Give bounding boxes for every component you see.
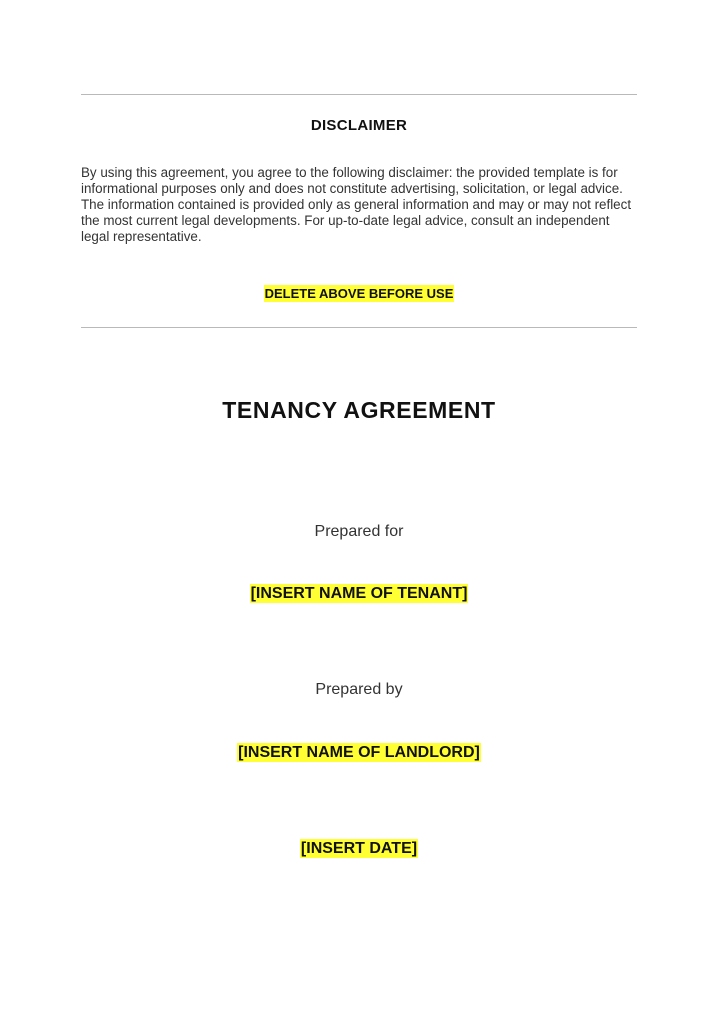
prepared-by-label: Prepared by [315, 681, 403, 698]
delete-note: DELETE ABOVE BEFORE USE [264, 286, 454, 301]
prepared-for-label: Prepared for [314, 523, 404, 540]
bottom-divider [81, 327, 637, 328]
delete-note-line [0, 286, 718, 301]
date-line [0, 840, 718, 858]
tenant-name-placeholder: [INSERT NAME OF TENANT] [250, 585, 468, 602]
date-placeholder: [INSERT DATE] [300, 840, 418, 857]
tenant-name-line [0, 585, 718, 603]
document-title: TENANCY AGREEMENT [222, 397, 496, 423]
landlord-name-placeholder: [INSERT NAME OF LANDLORD] [238, 744, 480, 761]
disclaimer-text: By using this agreement, you agree to the following disclaimer: the provided template is for informational purposes only and does not constitute advertising, solicitation, or legal advice. The information contained is provided only as general information and may or may not reflect the most current legal developments. For up-to-date legal advice, consult an independent legal representative. [81, 165, 632, 244]
disclaimer-heading: DISCLAIMER [310, 117, 408, 134]
top-divider [81, 94, 637, 95]
landlord-name-line [0, 744, 718, 762]
